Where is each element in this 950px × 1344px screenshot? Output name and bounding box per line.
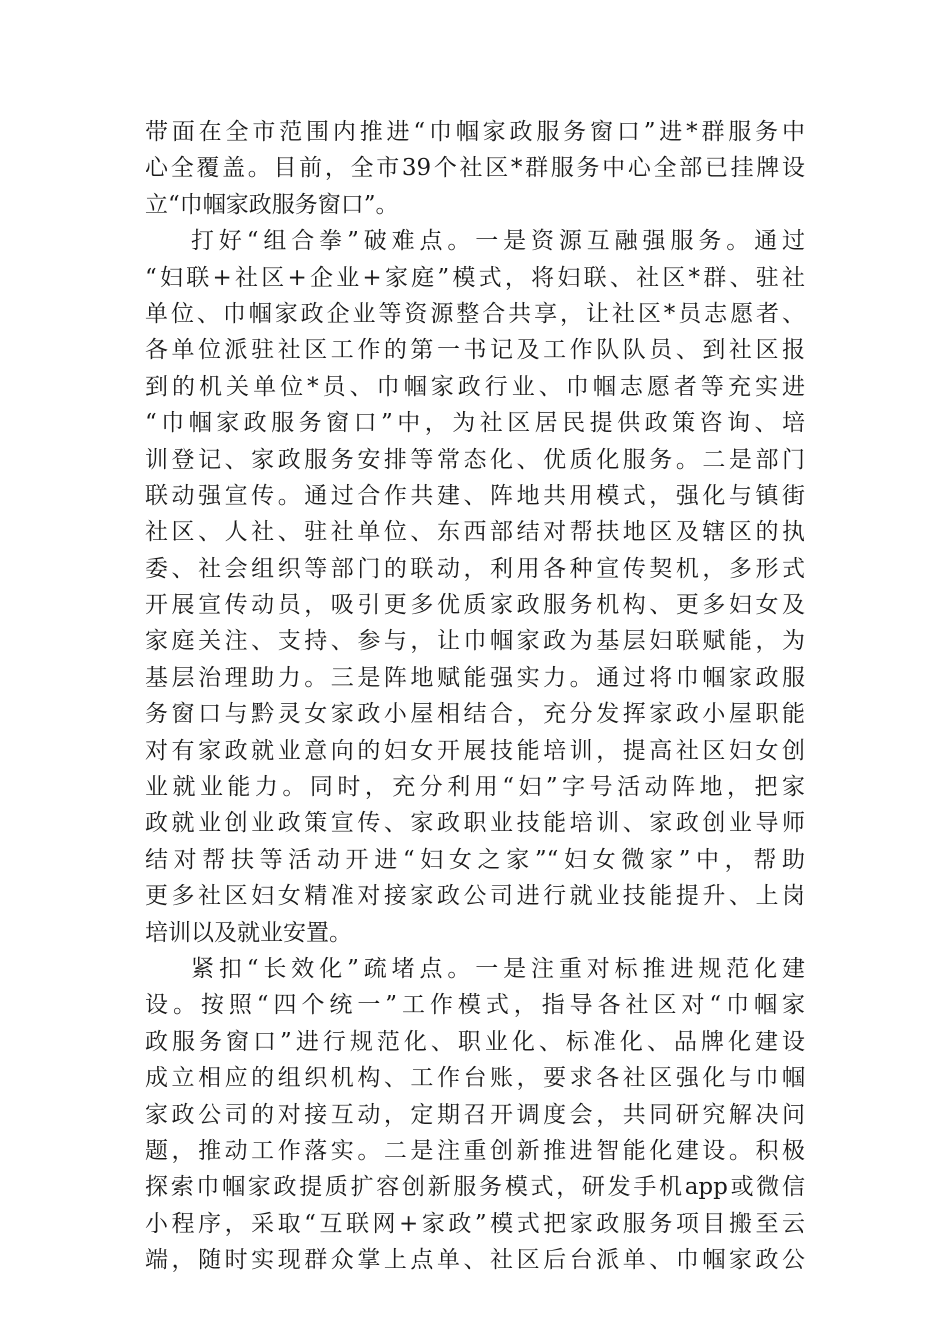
- text-line: 社区、人社、驻社单位、东西部结对帮扶地区及辖区的执: [145, 519, 805, 546]
- text-line: 紧扣“长效化”疏堵点。一是注重对标推进规范化建: [191, 955, 805, 982]
- text-line: 家政公司的对接互动，定期召开调度会，共同研究解决问: [145, 1101, 805, 1128]
- text-line: 政服务窗口”进行规范化、职业化、标准化、品牌化建设: [145, 1028, 805, 1055]
- text-line: 务窗口与黔灵女家政小屋相结合，充分发挥家政小屋职能: [145, 701, 805, 728]
- text-line: 立“巾帼家政服务窗口”。: [145, 191, 399, 218]
- text-line: “妇联+社区+企业+家庭”模式，将妇联、社区*群、驻社: [145, 264, 805, 291]
- text-line: 小程序，采取“互联网+家政”模式把家政服务项目搬至云: [145, 1210, 805, 1237]
- text-line: 设。按照“四个统一”工作模式，指导各社区对“巾帼家: [145, 992, 805, 1019]
- text-line: 更多社区妇女精准对接家政公司进行就业技能提升、上岗: [145, 883, 805, 910]
- text-line: “巾帼家政服务窗口”中，为社区居民提供政策咨询、培: [145, 410, 805, 437]
- text-line: 结对帮扶等活动开进“妇女之家”“妇女微家”中，帮助: [145, 846, 805, 873]
- text-line: 训登记、家政服务安排等常态化、优质化服务。二是部门: [145, 446, 805, 473]
- text-line: 业就业能力。同时，充分利用“妇”字号活动阵地，把家: [145, 774, 805, 801]
- text-line: 心全覆盖。目前，全市39个社区*群服务中心全部已挂牌设: [145, 155, 805, 182]
- text-line: 各单位派驻社区工作的第一书记及工作队队员、到社区报: [145, 337, 805, 364]
- text-line: 政就业创业政策宣传、家政职业技能培训、家政创业导师: [145, 810, 805, 837]
- text-line: 委、社会组织等部门的联动，利用各种宣传契机，多形式: [145, 555, 805, 582]
- text-line: 基层治理助力。三是阵地赋能强实力。通过将巾帼家政服: [145, 664, 805, 691]
- text-line: 到的机关单位*员、巾帼家政行业、巾帼志愿者等充实进: [145, 373, 805, 400]
- text-line: 带面在全市范围内推进“巾帼家政服务窗口”进*群服务中: [145, 119, 805, 145]
- text-line: 单位、巾帼家政企业等资源整合共享，让社区*员志愿者、: [145, 300, 805, 327]
- text-line: 题，推动工作落实。二是注重创新推进智能化建设。积极: [145, 1137, 805, 1164]
- text-line: 端，随时实现群众掌上点单、社区后台派单、巾帼家政公: [145, 1247, 805, 1274]
- text-line: 对有家政就业意向的妇女开展技能培训，提高社区妇女创: [145, 737, 805, 764]
- body-text: [145, 114, 805, 1279]
- text-line: 成立相应的组织机构、工作台账，要求各社区强化与巾帼: [145, 1065, 805, 1092]
- text-line: 打好“组合拳”破难点。一是资源互融强服务。通过: [191, 228, 805, 255]
- text-line: 开展宣传动员，吸引更多优质家政服务机构、更多妇女及: [145, 592, 805, 619]
- text-line: 联动强宣传。通过合作共建、阵地共用模式，强化与镇街: [145, 482, 805, 509]
- text-line: 探索巾帼家政提质扩容创新服务模式，研发手机app或微信: [145, 1174, 805, 1201]
- text-line: 培训以及就业安置。: [145, 919, 352, 946]
- text-line: 家庭关注、支持、参与，让巾帼家政为基层妇联赋能，为: [145, 628, 805, 655]
